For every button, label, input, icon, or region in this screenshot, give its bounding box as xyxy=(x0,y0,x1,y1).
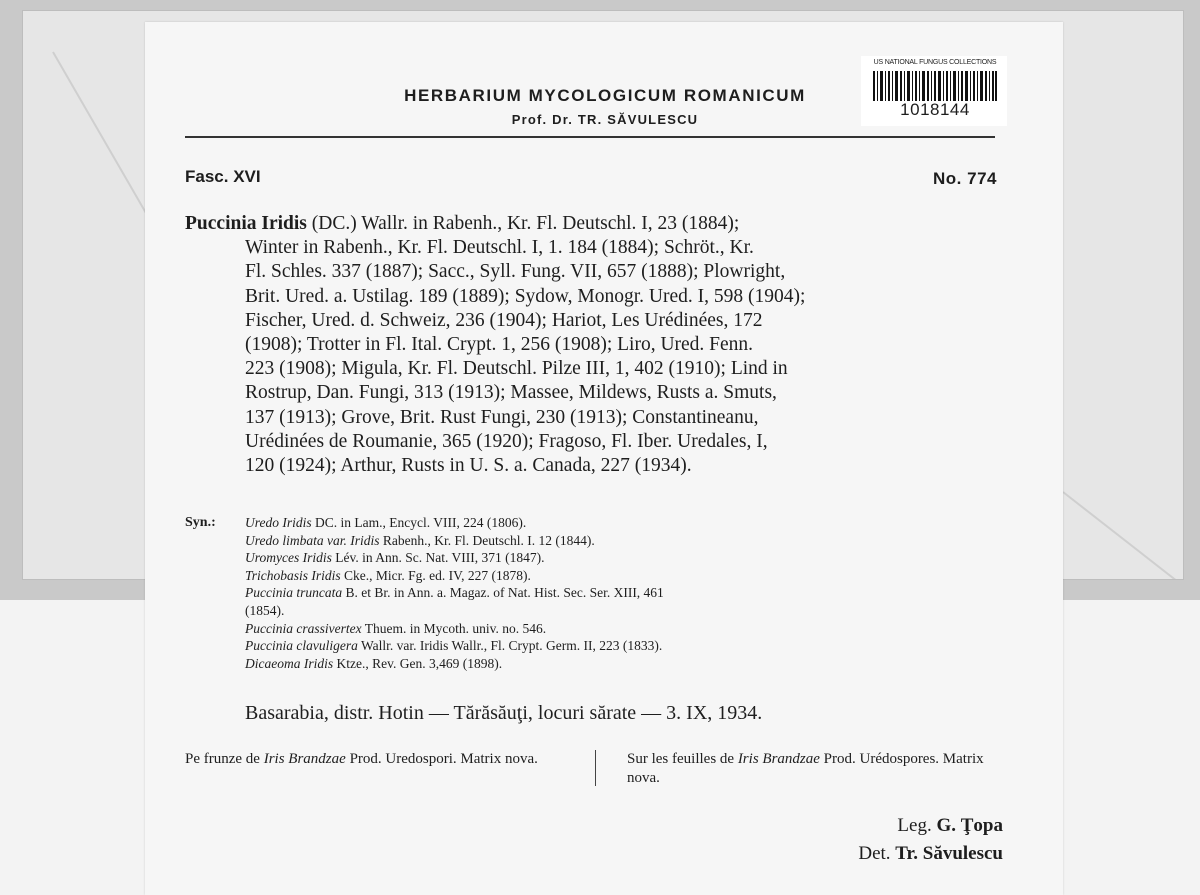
citation-line: 223 (1908); Migula, Kr. Fl. Deutschl. Pilze III, 1, 402 (1910); Lind in xyxy=(245,358,788,380)
synonym-list xyxy=(245,514,1005,672)
collector-line: Leg. G. Ţopa xyxy=(897,815,1003,836)
citation-line: Fischer, Ured. d. Schweiz, 236 (1904); Hariot, Les Urédinées, 172 xyxy=(245,309,763,331)
locality: Basarabia, distr. Hotin — Tărăsăuţi, locuri sărate — 3. IX, 1934. xyxy=(245,702,763,724)
determiner-name: Tr. Săvulescu xyxy=(895,843,1003,864)
synonym-item: Puccinia truncata B. et Br. in Ann. a. Magaz. of Nat. Hist. Sec. Ser. XIII, 461 xyxy=(245,585,664,601)
determiner-line: Det. Tr. Săvulescu xyxy=(858,843,1003,864)
citation-line: 137 (1913); Grove, Brit. Rust Fungi, 230 (1913); Constantineanu, xyxy=(245,406,759,428)
specimen-label xyxy=(145,22,1063,895)
herbarium-subtitle: Prof. Dr. TR. SĂVULESCU xyxy=(511,112,699,127)
synonym-item: Puccinia crassivertex Thuem. in Mycoth. univ. no. 546. xyxy=(245,620,547,636)
synonym-item: Trichobasis Iridis Cke., Micr. Fg. ed. IV, 227 (1878). xyxy=(245,567,531,583)
citation-line: 120 (1924); Arthur, Rusts in U. S. a. Canada, 227 (1934). xyxy=(245,455,692,477)
citation-line: Puccinia Iridis (DC.) Wallr. in Rabenh., Kr. Fl. Deutschl. I, 23 (1884); xyxy=(185,213,740,234)
header-rule xyxy=(185,136,995,138)
collector-block xyxy=(858,812,1003,868)
synonyms-label: Syn.: xyxy=(185,515,216,530)
herbarium-title: HERBARIUM MYCOLOGICUM ROMANICUM xyxy=(404,86,806,105)
citation-line: Fl. Schles. 337 (1887); Sacc., Syll. Fung. VII, 657 (1888); Plowright, xyxy=(245,261,786,283)
species-name: Puccinia Iridis xyxy=(185,213,307,234)
synonym-item: Uredo Iridis DC. in Lam., Encycl. VIII, 224 (1806). xyxy=(245,515,527,530)
specimen-number: No. 774 xyxy=(933,169,997,188)
synonym-item: Dicaeoma Iridis Ktze., Rev. Gen. 3,469 (1898). xyxy=(245,655,503,671)
barcode-icon xyxy=(873,71,997,101)
citation-line: (1908); Trotter in Fl. Ital. Crypt. 1, 256 (1908); Liro, Ured. Fenn. xyxy=(245,334,754,356)
host-divider xyxy=(595,750,596,786)
citation-line: Brit. Ured. a. Ustilag. 189 (1889); Sydow, Monogr. Ured. I, 598 (1904); xyxy=(245,285,806,307)
host-french: Sur les feuilles de Iris Brandzae Prod. Urédospores. Matrix nova. xyxy=(627,751,984,786)
collector-name: G. Ţopa xyxy=(936,815,1003,836)
host-name: Iris Brandzae xyxy=(263,751,346,767)
host-romanian: Pe frunze de Iris Brandzae Prod. Uredospori. Matrix nova. xyxy=(185,751,538,767)
citation-line: Winter in Rabenh., Kr. Fl. Deutschl. I, 1. 184 (1884); Schröt., Kr. xyxy=(245,237,754,259)
host-name: Iris Brandzae xyxy=(737,751,820,767)
barcode-institution: US NATIONAL FUNGUS COLLECTIONS xyxy=(873,59,997,66)
citation-line: Urédinées de Roumanie, 365 (1920); Fragoso, Fl. Iber. Uredales, I, xyxy=(245,430,768,452)
fascicle: Fasc. XVI xyxy=(185,167,261,186)
citation-line: Rostrup, Dan. Fungi, 313 (1913); Massee, Mildews, Rusts a. Smuts, xyxy=(245,382,777,404)
barcode-number: 1018144 xyxy=(900,100,970,119)
taxon-citation xyxy=(185,212,1000,478)
synonym-item: Uromyces Iridis Lév. in Ann. Sc. Nat. VIII, 371 (1847). xyxy=(245,550,545,566)
barcode-label xyxy=(861,56,1007,126)
synonym-item: Uredo limbata var. Iridis Rabenh., Kr. Fl. Deutschl. I. 12 (1844). xyxy=(245,532,595,548)
synonym-item: Puccinia clavuligera Wallr. var. Iridis Wallr., Fl. Crypt. Germ. II, 223 (1833). xyxy=(245,638,663,654)
synonym-item-continued: (1854). xyxy=(245,602,285,618)
